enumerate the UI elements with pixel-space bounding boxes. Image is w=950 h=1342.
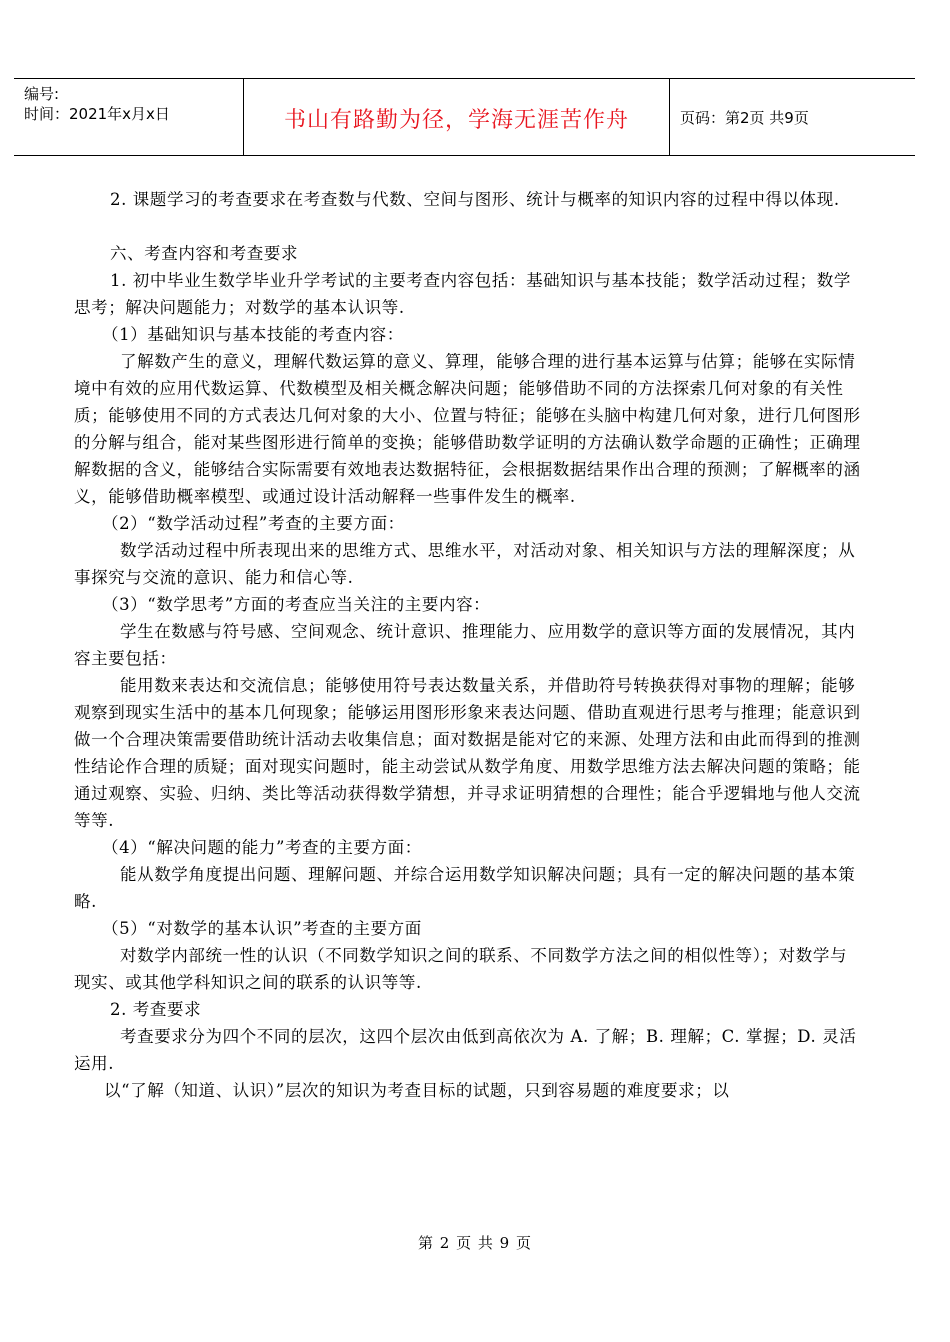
document-number-label: 编号: bbox=[24, 85, 60, 103]
subsection-heading: （1）基础知识与基本技能的考查内容： bbox=[102, 325, 404, 344]
paragraph: 学生在数感与符号感、空间观念、统计意识、推理能力、应用数学的意识等方面的发展情况，其内容主要包括： bbox=[74, 622, 856, 668]
header-page-cell bbox=[670, 79, 915, 155]
paragraph: 对数学内部统一性的认识（不同数学知识之间的联系、不同数学方法之间的相似性等）；对数学与现实、或其他学科知识之间的联系的认识等等. bbox=[74, 946, 848, 992]
paragraph: 能从数学角度提出问题、理解问题、并综合运用数学知识解决问题；具有一定的解决问题的基本策略. bbox=[74, 865, 856, 911]
paragraph: 2. 课题学习的考查要求在考查数与代数、空间与图形、统计与概率的知识内容的过程中得以体现. bbox=[110, 190, 840, 209]
page-footer: 第 2 页 共 9 页 bbox=[418, 1234, 532, 1252]
section-heading: 2. 考查要求 bbox=[110, 1000, 202, 1019]
header-page-info: 页码：第2页 共9页 bbox=[680, 109, 809, 127]
subsection-heading: （4）“解决问题的能力”考查的主要方面： bbox=[102, 838, 422, 857]
document-time-label: 时间：2021年x月x日 bbox=[24, 105, 170, 123]
paragraph: 数学活动过程中所表现出来的思维方式、思维水平，对活动对象、相关知识与方法的理解深度；从事探究与交流的意识、能力和信心等. bbox=[74, 541, 856, 587]
subsection-heading: （5）“对数学的基本认识”考查的主要方面 bbox=[102, 919, 422, 938]
header-info-cell bbox=[14, 79, 244, 155]
document-body bbox=[74, 186, 864, 1104]
paragraph: 了解数产生的意义，理解代数运算的意义、算理，能够合理的进行基本运算与估算；能够在实际情境中有效的应用代数运算、代数模型及相关概念解决问题；能够借助不同的方法探索几何对象的有关性质；能够使用不同的方式表达几何对象的大小、位置与特征；能够在头脑中构建几何对象，进行几何图形的分解与组合，能对某些图形进行简单的变换；能够借助数学证明的方法确认数学命题的正确性；正确理解数据的含义，能够结合实际需要有效地表达数据特征，会根据数据结果作出合理的预测；了解概率的涵义，能够借助概率模型、或通过设计活动解释一些事件发生的概率. bbox=[74, 352, 861, 506]
section-heading: 六、考查内容和考查要求 bbox=[110, 244, 299, 263]
paragraph-spacer bbox=[74, 213, 864, 240]
subsection-heading: （2）“数学活动过程”考查的主要方面： bbox=[102, 514, 405, 533]
paragraph: 以“了解（知道、认识）”层次的知识为考查目标的试题，只到容易题的难度要求；以 bbox=[104, 1081, 730, 1100]
header-motto: 书山有路勤为径，学海无涯苦作舟 bbox=[283, 108, 629, 133]
paragraph: 考查要求分为四个不同的层次，这四个层次由低到高依次为 A. 了解；B. 理解；C. 掌握；D. 灵活运用. bbox=[74, 1027, 857, 1073]
header-motto-cell bbox=[244, 79, 670, 155]
subsection-heading: （3）“数学思考”方面的考查应当关注的主要内容： bbox=[102, 595, 491, 614]
paragraph: 能用数来表达和交流信息；能够使用符号表达数量关系，并借助符号转换获得对事物的理解；能够观察到现实生活中的基本几何现象；能够运用图形形象来表达问题、借助直观进行思考与推理；能意识到做一个合理决策需要借助统计活动去收集信息；面对数据是能对它的来源、处理方法和由此而得到的推测性结论作合理的质疑；面对现实问题时，能主动尝试从数学角度、用数学思维方法去解决问题的策略；能通过观察、实验、归纳、类比等活动获得数学猜想，并寻求证明猜想的合理性；能合乎逻辑地与他人交流等等. bbox=[74, 676, 861, 830]
page-header bbox=[14, 78, 915, 156]
paragraph: 1. 初中毕业生数学毕业升学考试的主要考查内容包括：基础知识与基本技能；数学活动过程；数学思考；解决问题能力；对数学的基本认识等. bbox=[74, 271, 851, 317]
